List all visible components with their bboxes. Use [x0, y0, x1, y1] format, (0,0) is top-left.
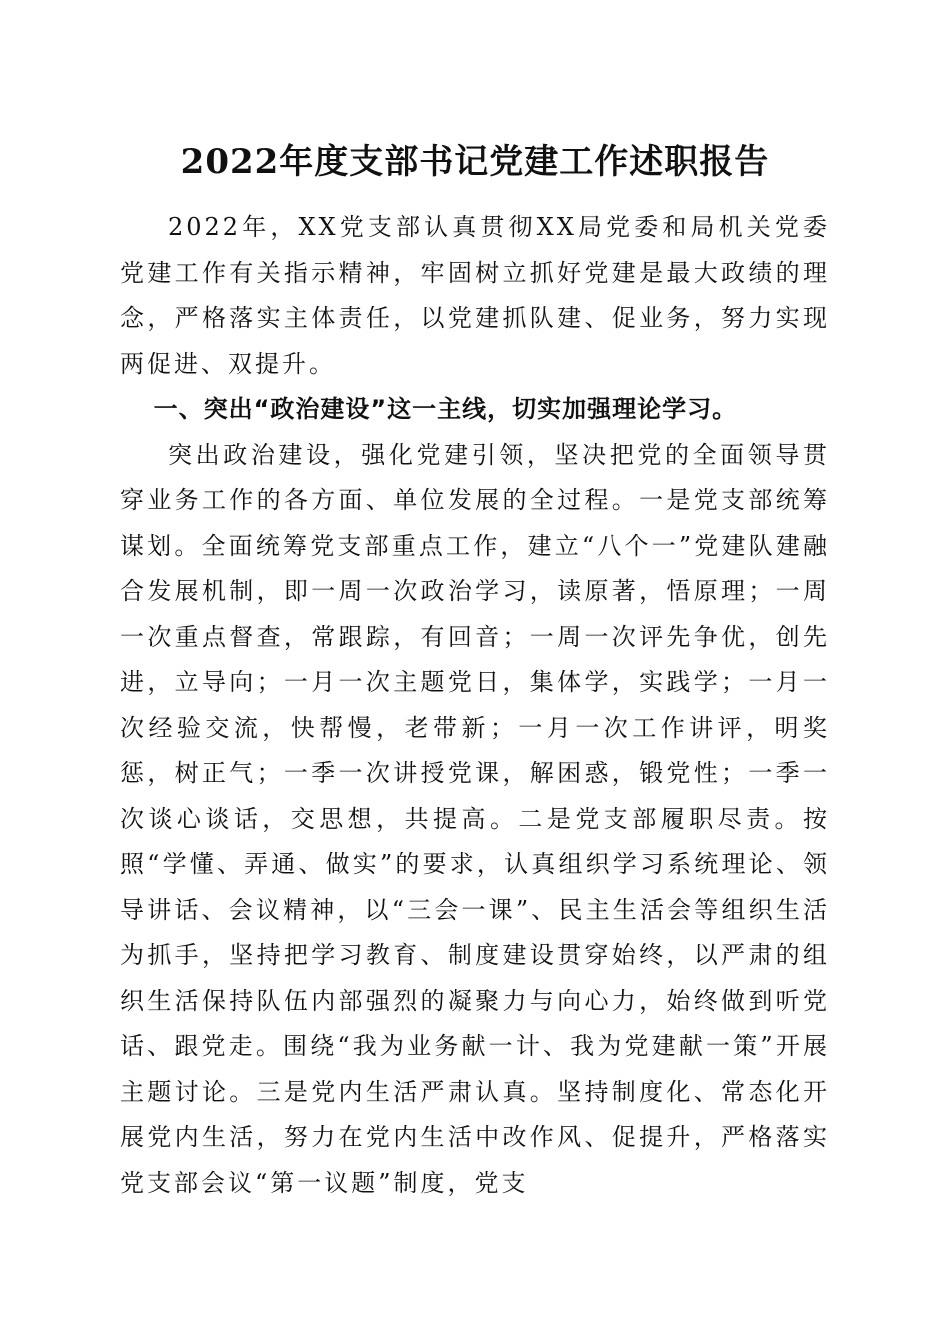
section-1-heading: 一、突出“政治建设”这一主线，切实加强理论学习。 — [153, 395, 738, 423]
document-title: 2022年度支部书记党建工作述职报告 — [180, 142, 770, 182]
intro-paragraph: 2022年，XX党支部认真贯彻XX局党委和局机关党委党建工作有关指示精神，牢固树立抓好党建是最大政绩的理念，严格落实主体责任，以党建抓队建、促业务，努力实现两促进、双提升。 — [120, 213, 830, 378]
section-1-paragraph: 突出政治建设，强化党建引领，坚决把党的全面领导贯穿业务工作的各方面、单位发展的全过程。一是党支部统筹谋划。全面统筹党支部重点工作，建立“八个一”党建队建融合发展机制，即一周一次政治学习，读原著，悟原理；一周一次重点督查，常跟踪，有回音；一周一次评先争优，创先进，立导向；一月一次主题党日，集体学，实践学；一月一次经验交流，快帮慢，老带新；一月一次工作讲评，明奖惩，树正气；一季一次讲授党课，解困惑，锻党性；一季一次谈心谈话，交思想，共提高。二是党支部履职尽责。按照“学懂、弄通、做实”的要求，认真组织学习系统理论、领导讲话、会议精神，以“三会一课”、民主生活会等组织生活为抓手，坚持把学习教育、制度建设贯穿始终，以严肃的组织生活保持队伍内部强烈的凝聚力与向心力，始终做到听党话、跟党走。围绕“我为业务献一计、我为党建献一策”开展主题讨论。三是党内生活严肃认真。坚持制度化、常态化开展党内生活，努力在党内生活中改作风、促提升，严格落实党支部会议“第一议题”制度，党支 — [120, 440, 830, 1197]
document-body — [120, 205, 830, 1206]
